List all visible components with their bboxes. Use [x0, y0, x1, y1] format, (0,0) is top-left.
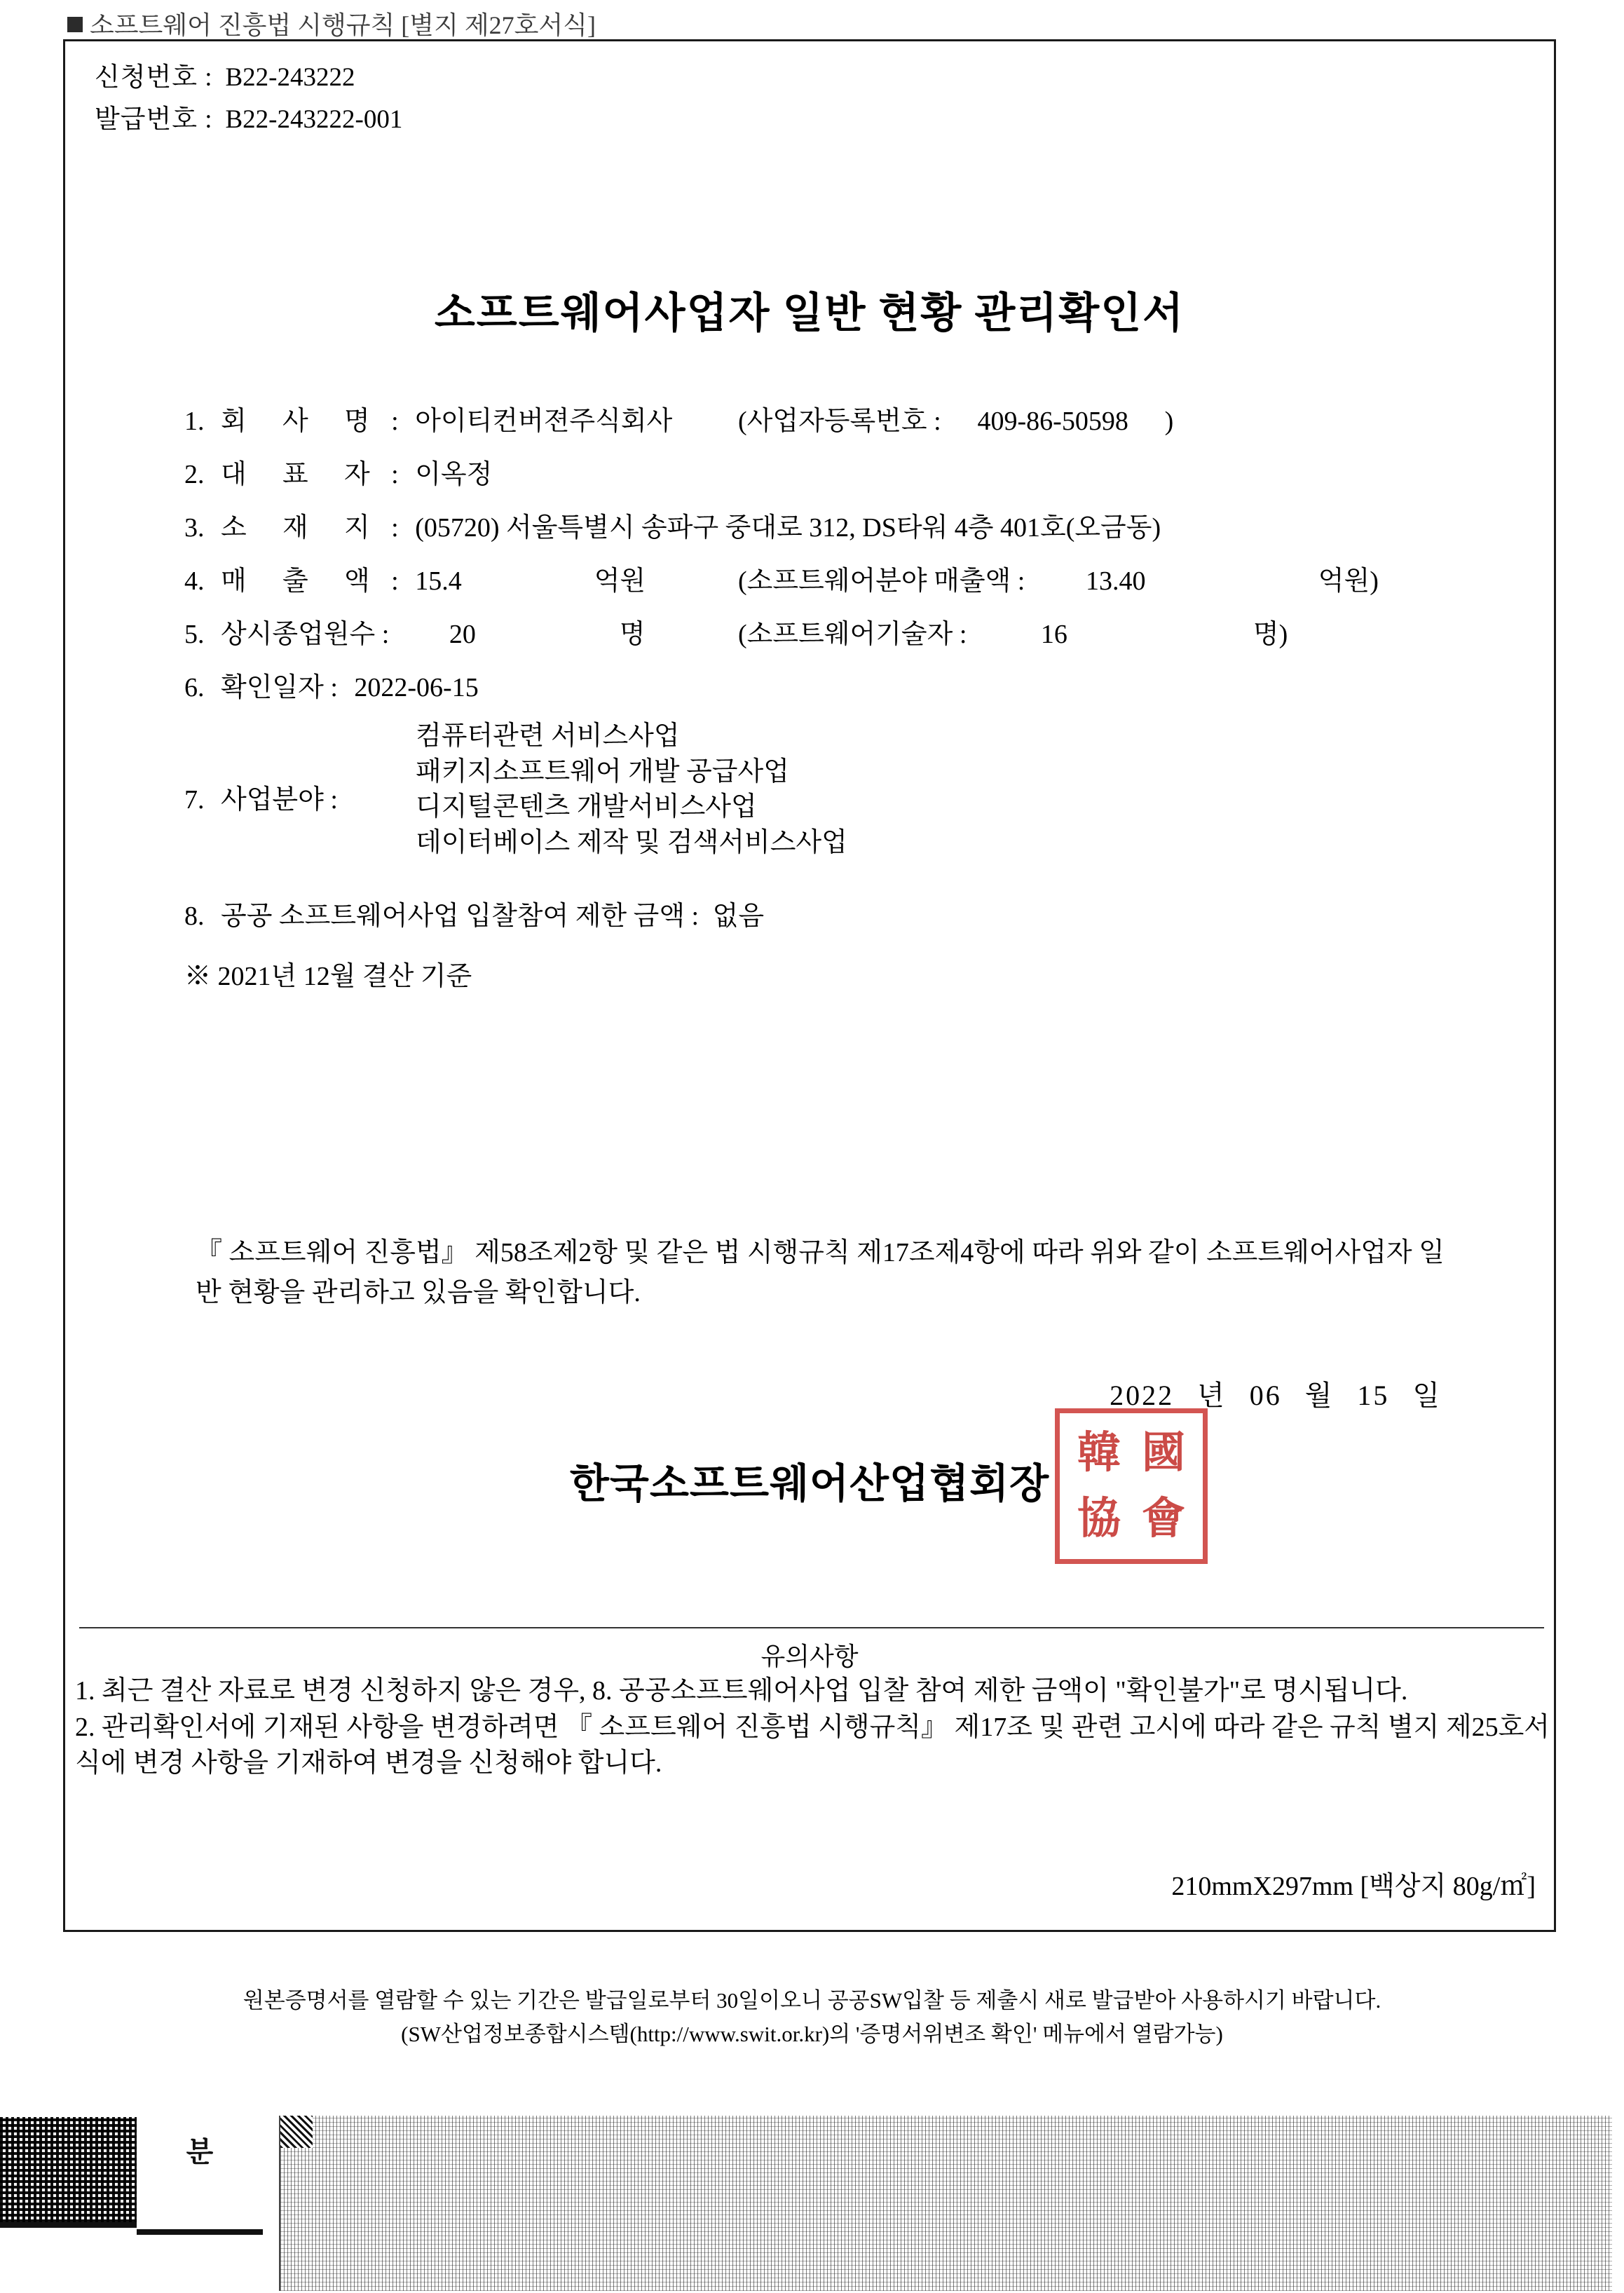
- field-company: [184, 399, 1481, 452]
- field-sales-no: 4.: [184, 566, 205, 596]
- field-sales-value: 15.4: [415, 566, 462, 596]
- business-area-item: 디지털콘텐츠 개발서비스사업: [416, 792, 757, 822]
- notice-title: 유의사항: [760, 1642, 859, 1671]
- field-sw-engineers: [738, 612, 1288, 651]
- application-number-row: [95, 57, 402, 99]
- seal-char: 國: [1141, 1427, 1185, 1478]
- issue-year: 2022: [1110, 1380, 1175, 1411]
- security-pattern-strip: [279, 2116, 1612, 2291]
- id-block: [95, 57, 402, 141]
- footer-line-1: 원본증명서를 열람할 수 있는 기간은 발급일로부터 30일이오니 공공SW입찰 등 제출시 새로 발급받아 사용하시기 바랍니다.: [243, 1988, 1381, 2013]
- business-area-item: 컴퓨터관련 서비스사업: [416, 721, 680, 751]
- seal-char: 韓: [1077, 1427, 1121, 1478]
- field-sales-sep: :: [391, 566, 399, 596]
- field-confirm-date-label: 확인일자 :: [221, 673, 338, 702]
- seal-characters: [1067, 1420, 1196, 1552]
- field-confirm-date-value: 2022-06-15: [354, 673, 479, 702]
- field-biz-reg-value: 409-86-50598: [977, 407, 1128, 436]
- field-employees: [184, 612, 1481, 665]
- field-business-area: [184, 719, 1481, 894]
- issue-number-row: [95, 99, 402, 141]
- confirmation-statement: 『 소프트웨어 진흥법』 제58조제2항 및 같은 법 시행규칙 제17조제4항에 따라 위와 같이 소프트웨어사업자 일반 현황을 관리하고 있음을 확인합니다.: [196, 1238, 1445, 1307]
- security-corner-marker: [280, 2116, 313, 2148]
- issue-number-label: 발급번호 :: [95, 104, 213, 134]
- field-ceo-label: 대 표 자: [221, 460, 385, 489]
- field-business-area-label: 사업분야 :: [221, 785, 338, 815]
- document-title: 소프트웨어사업자 일반 현황 관리확인서: [434, 290, 1185, 336]
- application-number-label: 신청번호 :: [95, 63, 213, 92]
- field-employees-value: 20: [449, 620, 476, 649]
- field-company-value: 아이티컨버젼주식회사: [415, 407, 673, 436]
- field-address: [184, 505, 1481, 559]
- issue-month: 06: [1249, 1380, 1282, 1411]
- field-sw-engineers-unit: 명): [1253, 620, 1288, 649]
- notice-body: [75, 1673, 1551, 1782]
- field-confirm-date-no: 6.: [184, 673, 205, 702]
- bullet-square-icon: [67, 17, 83, 32]
- notice-line-1: 1. 최근 결산 자료로 변경 신청하지 않은 경우, 8. 공공소프트웨어사업 입찰 참여 제한 금액이 "확인불가"로 명시됩니다.: [75, 1676, 1408, 1706]
- footer-line-2: (SW산업정보종합시스템(http://www.swit.or.kr)의 '증명서위변조 확인' 메뉴에서 열람가능): [401, 2022, 1223, 2047]
- field-confirm-date: [184, 665, 1481, 719]
- field-company-label: 회 사 명: [221, 407, 385, 436]
- field-sw-engineers-value: 16: [1040, 620, 1067, 649]
- paper-spec: [1171, 1864, 1536, 1903]
- field-sales-label: 매 출 액: [221, 566, 385, 596]
- field-biz-reg-label: (사업자등록번호 :: [738, 407, 941, 436]
- field-sw-sales-unit: 억원): [1318, 566, 1379, 596]
- field-address-label: 소 재 지: [221, 513, 385, 543]
- field-sw-sales-label: (소프트웨어분야 매출액 :: [738, 566, 1025, 596]
- field-sw-sales-value: 13.40: [1086, 566, 1146, 596]
- certificate-box: [63, 39, 1556, 1932]
- notice-line-2: 2. 관리확인서에 기재된 사항을 변경하려면 『 소프트웨어 진흥법 시행규칙』 제17조 및 관련 고시에 따라 같은 규칙 별지 제25호서식에 변경 사항을 기재하여 변경을 신청해야 합니다.: [75, 1712, 1550, 1778]
- notice-divider: [79, 1627, 1544, 1628]
- field-employees-label: 상시종업원수 :: [221, 620, 390, 649]
- footer-notes: [0, 1984, 1624, 2051]
- field-address-no: 3.: [184, 513, 205, 543]
- field-business-area-no: 7.: [184, 785, 205, 815]
- field-ceo-no: 2.: [184, 460, 205, 489]
- paper-stock: [백상지 80g/㎡]: [1360, 1872, 1536, 1901]
- seal-char: 會: [1141, 1492, 1185, 1544]
- field-bid-limit-value: 없음: [712, 901, 765, 931]
- settlement-note: ※ 2021년 12월 결산 기준: [184, 962, 472, 991]
- business-area-item: 데이터베이스 제작 및 검색서비스사업: [416, 827, 847, 857]
- field-biz-reg-close: ): [1164, 407, 1174, 436]
- field-ceo-value: 이옥정: [415, 460, 493, 489]
- field-address-value: (05720) 서울특별시 송파구 중대로 312, DS타워 4층 401호(오금동): [415, 513, 1161, 543]
- field-employees-unit: 명: [619, 620, 646, 649]
- application-number-value: B22-243222: [225, 63, 355, 92]
- field-ceo-sep: :: [391, 460, 399, 489]
- business-area-list: [416, 719, 847, 860]
- field-bid-limit-no: 8.: [184, 901, 205, 931]
- issue-day: 15: [1357, 1380, 1390, 1411]
- form-header: [67, 6, 596, 41]
- field-company-sep: :: [391, 407, 399, 436]
- field-sales-unit: 억원: [594, 566, 646, 596]
- fields-block: [184, 399, 1481, 1007]
- field-biz-reg: [738, 399, 1173, 437]
- field-address-sep: :: [391, 513, 399, 543]
- form-header-text: 소프트웨어 진흥법 시행규칙 [별지 제27호서식]: [90, 11, 596, 39]
- datamatrix-tag: [137, 2117, 263, 2235]
- issue-number-value: B22-243222-001: [225, 104, 403, 134]
- issue-year-unit: 년: [1197, 1380, 1227, 1411]
- field-employees-no: 5.: [184, 620, 205, 649]
- seal-char: 協: [1077, 1492, 1121, 1544]
- datamatrix-tag-label: 분: [186, 2136, 214, 2168]
- field-ceo: [184, 452, 1481, 505]
- field-sw-engineers-label: (소프트웨어기술자 :: [738, 620, 967, 649]
- paper-size: 210mmX297mm: [1171, 1872, 1353, 1901]
- field-company-no: 1.: [184, 407, 205, 436]
- datamatrix-block: [0, 2117, 137, 2228]
- business-area-item: 패키지소프트웨어 개발 공급사업: [416, 756, 789, 787]
- issue-date-line: [1103, 1373, 1449, 1413]
- field-sw-sales: [738, 559, 1379, 597]
- issuer-name: 한국소프트웨어산업협회장: [569, 1461, 1050, 1506]
- field-bid-limit-label: 공공 소프트웨어사업 입찰참여 제한 금액 :: [221, 901, 700, 931]
- datamatrix-code: [0, 2117, 266, 2261]
- issue-month-unit: 월: [1304, 1380, 1335, 1411]
- field-business-area-lead: [184, 777, 338, 816]
- field-bid-limit: [184, 894, 1481, 947]
- field-sales: [184, 559, 1481, 612]
- official-seal-stamp: [1055, 1408, 1208, 1564]
- issue-day-unit: 일: [1412, 1380, 1442, 1411]
